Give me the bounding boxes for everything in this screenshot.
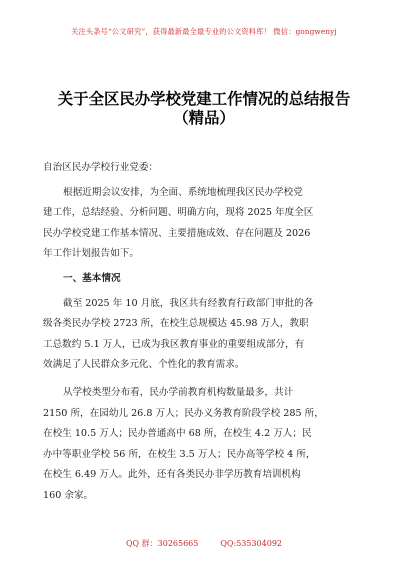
intro-line: 年工作计划报告如下。 [43,248,139,260]
intro-paragraph [43,183,367,265]
paragraph-line: 效满足了人民群众多元化、个性化的教育需求。 [43,359,245,371]
document-body [43,158,367,507]
salutation-text: 自治区民办学校行业党委： [43,162,159,173]
document-title [40,90,368,128]
header-banner: 关注头条号“公文研究”，获得最新最全最专业的公文资料库！ 微信：gongwenyj [71,27,337,36]
paragraph-line: 级各类民办学校 2723 所，在校生总规模达 45.98 万人，教职 [43,318,309,330]
intro-line: 民办学校党建工作基本情况、主要措施成效、存在问题及 2026 [43,227,311,239]
title-line-1: 关于全区民办学校党建工作情况的总结报告 [57,90,351,108]
paragraph-line: 160 余家。 [43,489,94,501]
footer-banner [0,538,408,549]
intro-line: 根据近期会议安排，为全面、系统地梳理我区民办学校党 [63,186,303,198]
paragraph-line: 在校生 6.49 万人。此外，还有各类民办非学历教育培训机构 [43,469,301,481]
qq-number-text: QQ:535304092 [220,539,282,548]
section-1-paragraph-2 [43,383,367,507]
paragraph-line: 办中等职业学校 56 所，在校生 3.5 万人；民办高等学校 4 所， [43,448,316,460]
intro-line: 建工作，总结经验、分析问题、明确方向，现将 2025 年度全区 [43,207,314,219]
section-1-paragraph-1 [43,294,367,376]
qq-group-text: QQ 群：30265665 [125,539,199,548]
title-line-2: （精品） [173,109,235,127]
paragraph-line: 2150 所，在园幼儿 26.8 万人；民办义务教育阶段学校 285 所， [43,407,324,419]
section-heading [43,269,367,290]
paragraph-line: 在校生 10.5 万人；民办普通高中 68 所，在校生 4.2 万人；民 [43,428,312,440]
paragraph-line: 从学校类型分布看，民办学前教育机构数量最多，共计 [63,386,294,398]
salutation [43,158,367,179]
section-1-heading: 一、基本情况 [63,272,121,284]
paragraph-line: 工总数约 5.1 万人，已成为我区教育事业的重要组成部分，有 [43,338,305,350]
paragraph-line: 截至 2025 年 10 月底，我区共有经教育行政部门审批的各 [63,297,314,309]
